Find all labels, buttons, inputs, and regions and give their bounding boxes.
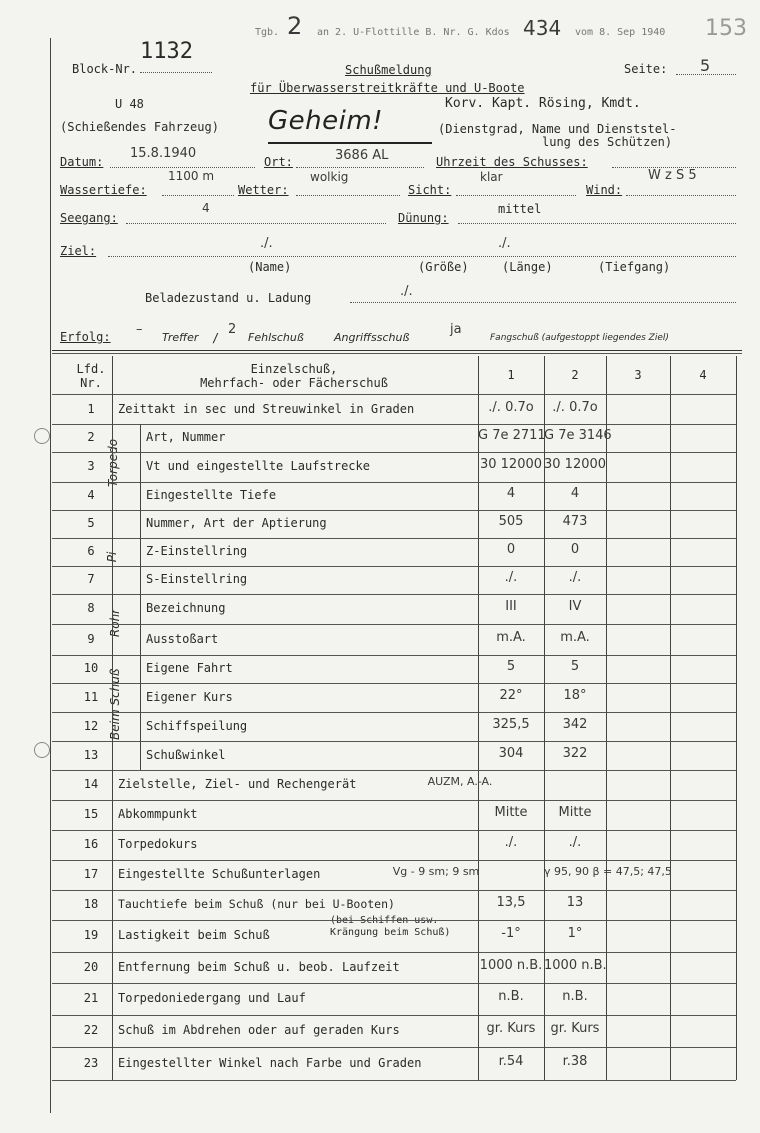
sight-dots [456, 195, 576, 196]
row-label: Torpedoniedergang und Lauf [118, 991, 306, 1005]
attack-value: ja [450, 322, 462, 337]
row-value-2: 473 [562, 514, 588, 529]
secret-underline [268, 142, 432, 144]
miss-value: 2 [228, 322, 237, 337]
date-label: Datum: [60, 155, 104, 169]
col-lfd-2: Nr. [80, 376, 102, 390]
row-value-1: 22° [499, 687, 523, 703]
stamp-middle: an 2. U-Flottille B. Nr. G. Kdos [317, 27, 510, 38]
row-label: Lastigkeit beim Schuß [118, 928, 270, 942]
row-value-1: AUZM, A.-A. [427, 775, 493, 788]
row-value-2: ./. [568, 570, 582, 585]
row-value-1: III [505, 599, 517, 614]
row-value-1: 505 [498, 514, 524, 529]
row-label: S-Einstellring [146, 572, 248, 586]
row-value-1: gr. Kurs [486, 1021, 536, 1036]
sea-dots [126, 223, 386, 224]
load-dots [350, 302, 736, 303]
header-divider [52, 350, 742, 351]
table-row-rule [52, 566, 736, 567]
page-label: Seite: [624, 62, 668, 76]
table-row-rule [52, 920, 736, 921]
place-label: Ort: [264, 155, 293, 169]
row-value-2: 30 12000 [544, 457, 607, 472]
depth-label: Wassertiefe: [60, 183, 147, 197]
hits-value: – [136, 322, 143, 337]
row-value-2: ./. [568, 835, 582, 850]
table-row-rule [52, 860, 736, 861]
row-number: 15 [83, 807, 99, 821]
row-number: 19 [83, 928, 99, 942]
row-label: Tauchtiefe beim Schuß (nur bei U-Booten) [118, 897, 395, 911]
page-dots [676, 74, 736, 75]
commander-caption-2: lung des Schützen) [542, 135, 673, 149]
miss-label: Fehlschuß [248, 331, 304, 344]
row-value-1: 5 [506, 659, 516, 674]
sight-value: klar [480, 170, 503, 184]
table-column-rule [112, 356, 113, 1080]
vessel-value: U 48 [115, 97, 144, 111]
stamp-ref: 434 [523, 16, 562, 40]
row-value-2: 5 [570, 659, 580, 674]
row-value-2: 1000 n.B. [544, 957, 607, 973]
table-row-rule [52, 594, 736, 595]
table-row-rule [52, 510, 736, 511]
row-label: Eigene Fahrt [146, 661, 233, 675]
target-value-2: ./. [498, 236, 511, 251]
load-value: ./. [400, 284, 413, 299]
commander-caption-1: (Dienstgrad, Name und Dienststel- [438, 122, 677, 136]
attack-label: Angriffsschuß [334, 331, 410, 344]
weather-value: wolkig [310, 170, 349, 184]
block-number: 1132 [140, 39, 193, 64]
target-caption-length: (Länge) [502, 260, 553, 274]
row-number: 21 [83, 991, 99, 1005]
row-value-1: 30 12000 [479, 457, 543, 472]
row-number: 22 [83, 1023, 99, 1037]
wind-label: Wind: [586, 183, 623, 197]
page-value: 5 [700, 56, 711, 75]
table-column-rule [736, 356, 737, 1080]
time-label: Uhrzeit des Schusses: [436, 155, 588, 169]
stamp-corner: 153 [705, 16, 747, 41]
vessel-caption: (Schießendes Fahrzeug) [60, 120, 219, 134]
row-value-2: m.A. [560, 629, 590, 645]
table-row-rule [52, 741, 736, 742]
col-3: 3 [634, 368, 642, 382]
depth-value: 1100 m [168, 169, 215, 183]
row-value-2: 1° [567, 926, 583, 941]
row-value-1: 13,5 [496, 895, 526, 910]
row-value-1: ./. [504, 570, 518, 585]
target-caption-draft: (Tiefgang) [598, 260, 671, 274]
registry-stamp [225, 12, 747, 42]
row-value-2: ./. 0.7o [552, 400, 598, 415]
row-value-2: r.38 [562, 1053, 588, 1069]
place-value: 3686 AL [335, 148, 389, 163]
table-row-rule [52, 424, 736, 425]
row-value-1: G 7e 2711 [478, 428, 546, 443]
row-value-2: Mitte [558, 805, 592, 820]
punch-hole-top [34, 428, 50, 444]
row-number: 13 [83, 747, 99, 762]
group-label-beim-schuss: Beim Schuß [108, 668, 122, 740]
row-label: Eigener Kurs [146, 689, 233, 704]
group-label-rohr: Rohr [108, 608, 122, 638]
col-1: 1 [507, 368, 515, 382]
row-number: 20 [83, 959, 99, 974]
row-label: Art, Nummer [146, 430, 226, 444]
swell-label: Dünung: [398, 211, 449, 225]
secret-marking: Geheim! [268, 106, 384, 136]
col-2: 2 [571, 368, 579, 382]
block-label: Block-Nr. [72, 62, 138, 76]
row-value-2: IV [568, 599, 582, 614]
target-value-1: ./. [260, 236, 273, 251]
col-4: 4 [699, 368, 707, 382]
target-label: Ziel: [60, 244, 97, 258]
row19-note-1: (bei Schiffen usw. [330, 915, 439, 926]
target-dots [108, 256, 736, 257]
row-value-1: ./. 0.7o [488, 400, 534, 415]
catch-label: Fangschuß (aufgestoppt liegendes Ziel) [490, 333, 669, 343]
row-number: 1 [87, 402, 95, 416]
table-row-rule [52, 890, 736, 891]
depth-dots [162, 195, 234, 196]
table-column-rule [670, 356, 671, 1080]
left-margin-rule [50, 38, 51, 1113]
load-label: Beladezustand u. Ladung [145, 291, 312, 305]
row-value-1: -1° [501, 926, 521, 941]
row-number: 8 [87, 601, 95, 615]
row-label: Schiffspeilung [146, 718, 248, 733]
row-value-1: 325,5 [492, 716, 530, 732]
row-number: 17 [83, 867, 99, 881]
row-value-2: 322 [562, 745, 588, 761]
row-number: 23 [83, 1055, 99, 1070]
row-value-2: 342 [562, 716, 588, 732]
weather-dots [296, 195, 400, 196]
table-column-rule [544, 356, 545, 1080]
form-title: Schußmeldung [345, 63, 432, 77]
row-value-2: n.B. [562, 989, 588, 1004]
table-row-rule [52, 830, 736, 831]
row-value-1: m.A. [496, 629, 526, 645]
row-number: 11 [83, 689, 99, 704]
row-number: 2 [87, 430, 95, 444]
row-number: 7 [87, 572, 95, 586]
row-value-1: 1000 n.B. [479, 957, 543, 973]
row-label: Eingestellter Winkel nach Farbe und Graden [118, 1055, 422, 1070]
row-value-2: 0 [570, 542, 580, 557]
table-row-rule [52, 983, 736, 984]
header-divider-2 [52, 353, 742, 354]
table-row-rule [52, 624, 736, 625]
sea-label: Seegang: [60, 211, 118, 225]
row-label: Vt und eingestellte Laufstrecke [146, 459, 370, 473]
row-number: 16 [83, 837, 99, 851]
row-value-1: 0 [506, 542, 516, 557]
hits-separator: / [212, 331, 220, 345]
row-number: 12 [83, 718, 99, 733]
row-number: 14 [83, 777, 99, 791]
table-row-rule [52, 1015, 736, 1016]
form-subtitle: für Überwasserstreitkräfte und U-Boote [250, 81, 525, 95]
row-value-1: ./. [504, 835, 518, 850]
group-column-rule [140, 424, 141, 770]
row-value-1: 4 [506, 486, 516, 501]
group-label-torpedo: Torpedo [106, 438, 120, 488]
table-row-rule [52, 655, 736, 656]
row-label: Eingestellte Tiefe [146, 488, 277, 502]
row-number: 18 [83, 897, 99, 911]
table-row-rule [52, 800, 736, 801]
wind-dots [626, 195, 736, 196]
row-label: Torpedokurs [118, 837, 198, 851]
result-label: Erfolg: [60, 330, 111, 344]
row-value-1: 304 [498, 745, 524, 761]
target-caption-size: (Größe) [418, 260, 469, 274]
row-value-2: 13 [566, 895, 584, 910]
hits-label: Treffer [162, 331, 199, 344]
row-value-2: gr. Kurs [550, 1021, 600, 1036]
row-label: Abkommpunkt [118, 807, 198, 821]
row-value-1: r.54 [498, 1053, 524, 1069]
table-header-rule [52, 394, 736, 395]
row19-note-2: Krängung beim Schuß) [330, 927, 451, 938]
col-lfd-1: Lfd. [76, 362, 106, 376]
row-number: 10 [83, 661, 99, 675]
col-desc-2: Mehrfach- oder Fächerschuß [200, 376, 388, 390]
row-value-2: G 7e 3146 [544, 428, 612, 443]
sight-label: Sicht: [408, 183, 452, 197]
table-row-rule [52, 952, 736, 953]
row-label: Schuß im Abdrehen oder auf geraden Kurs [118, 1023, 400, 1037]
table-row-rule [52, 770, 736, 771]
row-number: 3 [87, 459, 95, 473]
table-column-rule [478, 356, 479, 1080]
table-bottom-rule [52, 1080, 736, 1081]
row-number: 5 [87, 516, 95, 530]
swell-value: mittel [498, 202, 542, 216]
row-value-2: 18° [563, 687, 587, 703]
row-number: 6 [87, 544, 95, 558]
row-label: Bezeichnung [146, 601, 226, 615]
target-caption-name: (Name) [248, 260, 292, 274]
group-label-pi: Pi [105, 551, 119, 563]
row-label: Eingestellte Schußunterlagen [118, 867, 321, 881]
date-value: 15.8.1940 [130, 146, 197, 161]
date-dots [110, 167, 255, 168]
stamp-number: 2 [287, 12, 303, 40]
block-dots [140, 72, 212, 73]
row-value-1: n.B. [498, 989, 524, 1004]
row-label: Entfernung beim Schuß u. beob. Laufzeit [118, 959, 400, 974]
row-label: Ausstoßart [146, 631, 219, 646]
table-row-rule [52, 538, 736, 539]
row-label: Zielstelle, Ziel- und Rechengerät [118, 777, 357, 791]
table-row-rule [52, 1047, 736, 1048]
weather-label: Wetter: [238, 183, 289, 197]
punch-hole-bottom [34, 742, 50, 758]
wind-value: W z S 5 [648, 168, 697, 183]
stamp-date: vom 8. Sep 1940 [575, 27, 666, 38]
row-value-2: 4 [570, 486, 580, 501]
table-row-rule [52, 683, 736, 684]
row-label: Z-Einstellring [146, 544, 248, 558]
place-dots [296, 167, 424, 168]
stamp-prefix: Tgb. [255, 27, 280, 38]
row-value-2: γ 95, 90 β = 47,5; 47,5 [544, 865, 672, 878]
row-label: Zeittakt in sec und Streuwinkel in Graden [118, 402, 415, 416]
row-label: Schußwinkel [146, 747, 226, 762]
commander-value: Korv. Kapt. Rösing, Kmdt. [445, 96, 641, 111]
row-value-1: Mitte [494, 805, 528, 820]
col-desc-1: Einzelschuß, [250, 362, 338, 376]
table-row-rule [52, 712, 736, 713]
table-column-rule [606, 356, 607, 1080]
row-number: 4 [87, 488, 95, 502]
row-label: Nummer, Art der Aptierung [146, 516, 327, 530]
table-row-rule [52, 482, 736, 483]
sea-value: 4 [202, 201, 210, 215]
swell-dots [458, 223, 736, 224]
row-value-1: Vg - 9 sm; 9 sm [392, 865, 480, 878]
table-row-rule [52, 452, 736, 453]
row-number: 9 [87, 631, 95, 646]
